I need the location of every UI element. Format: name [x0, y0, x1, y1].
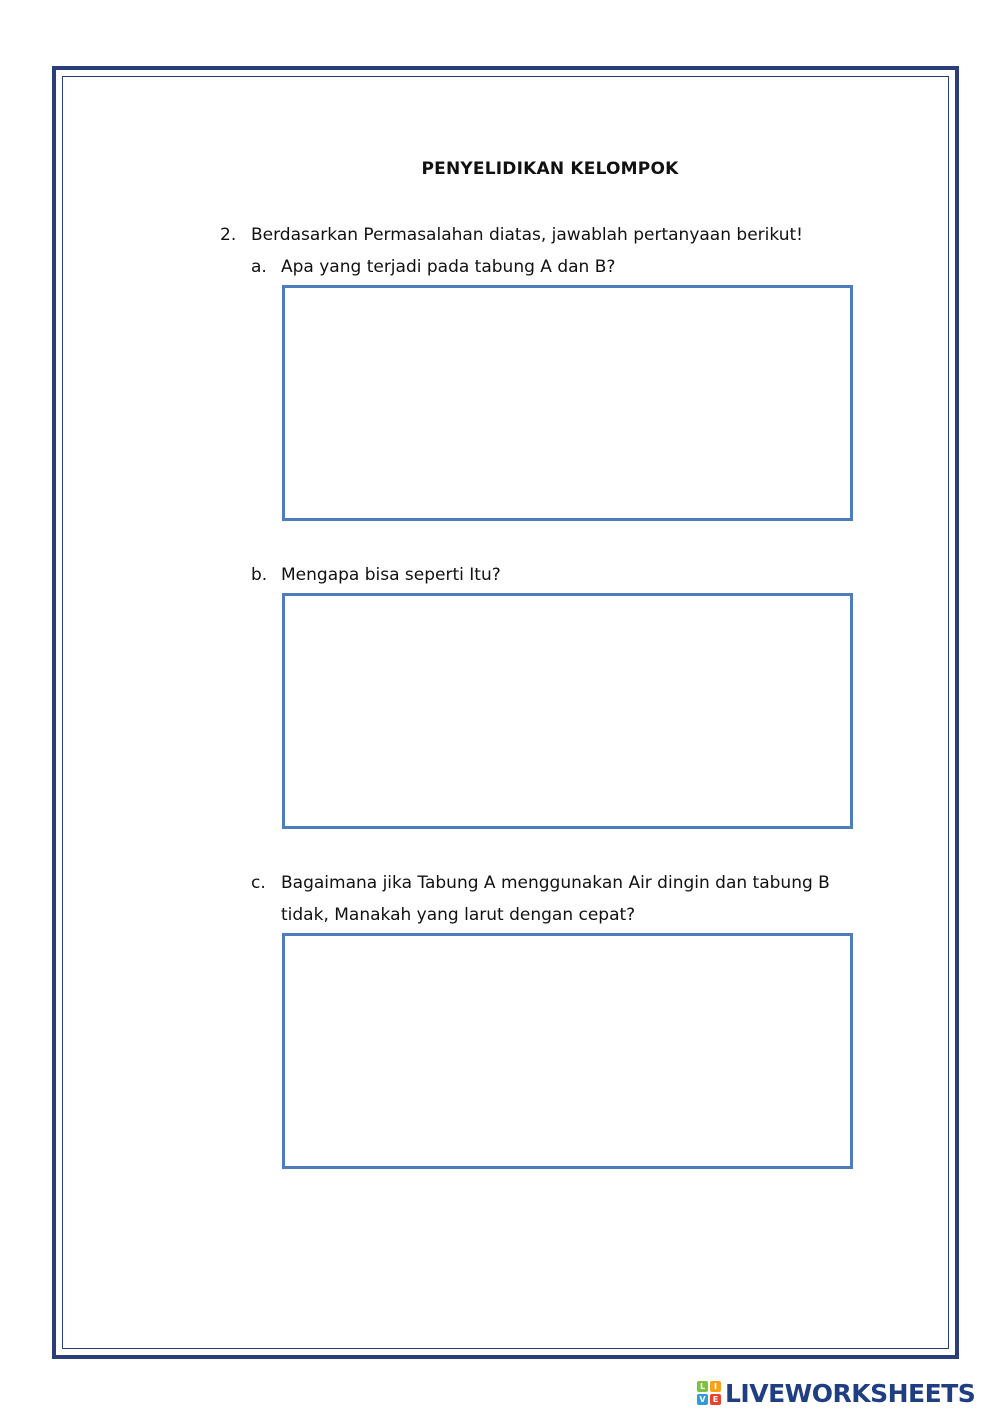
sub-question-letter: b.: [251, 565, 268, 585]
sub-question-letter: c.: [251, 873, 266, 893]
sub-question-text-line2: tidak, Manakah yang larut dengan cepat?: [281, 905, 636, 925]
question-number: 2.: [220, 225, 237, 245]
sub-question-letter: a.: [251, 257, 267, 277]
logo-mark-icon: [697, 1381, 721, 1405]
logo-mark-cell: L: [697, 1381, 708, 1392]
answer-box-b[interactable]: [282, 593, 853, 829]
answer-box-a[interactable]: [282, 285, 853, 521]
worksheet-title: PENYELIDIKAN KELOMPOK: [421, 159, 679, 179]
sub-question-text: Mengapa bisa seperti Itu?: [281, 565, 501, 585]
logo-mark-cell: V: [697, 1394, 708, 1405]
logo-text: LIVEWORKSHEETS: [725, 1378, 976, 1408]
logo-mark-cell: I: [710, 1381, 721, 1392]
sub-question-text-line1: Bagaimana jika Tabung A menggunakan Air dingin dan tabung B: [281, 873, 830, 893]
sub-question-text: Apa yang terjadi pada tabung A dan B?: [281, 257, 616, 277]
answer-box-c[interactable]: [282, 933, 853, 1169]
liveworksheets-logo[interactable]: [697, 1378, 975, 1408]
question-text: Berdasarkan Permasalahan diatas, jawablah pertanyaan berikut!: [251, 225, 803, 245]
logo-mark-cell: E: [710, 1394, 721, 1405]
